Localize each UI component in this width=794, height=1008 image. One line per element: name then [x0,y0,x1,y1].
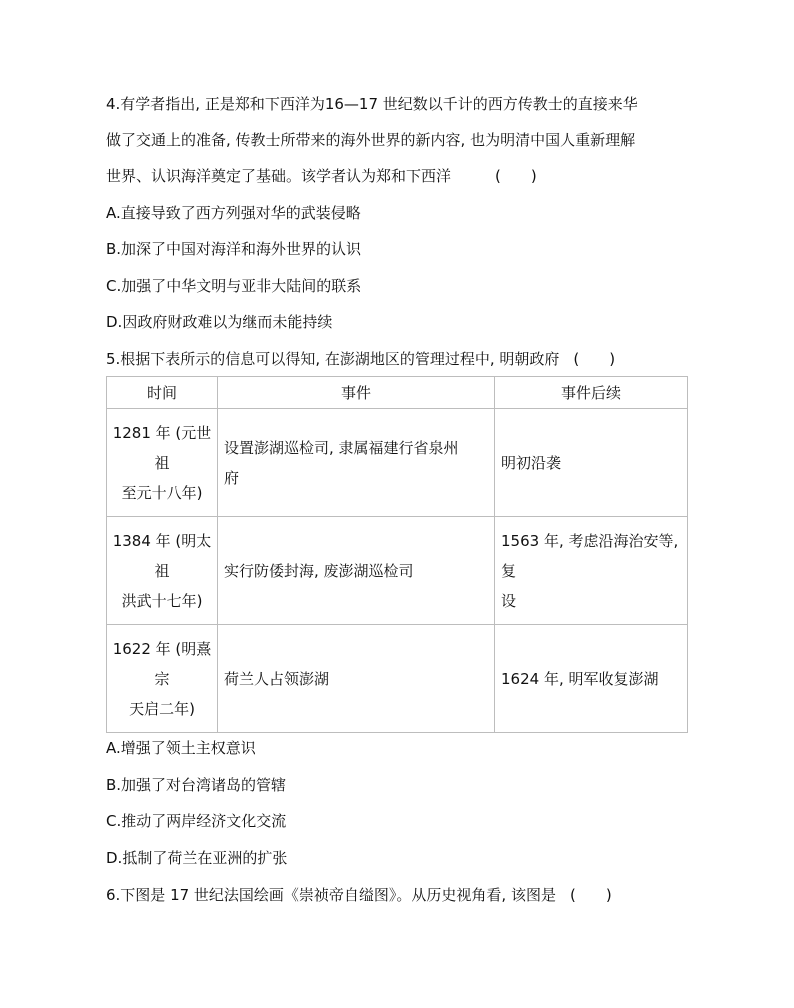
q4-stem-line-3 [106,166,537,186]
table-cell-follow [495,625,688,733]
time-line: 宗 [154,669,170,688]
follow-line: 1563 年, 考虑沿海治安等, 复 [501,531,679,580]
table-header-event: 事件 [218,377,495,409]
time-line: 1622 年 (明熹 [112,639,212,658]
q5-option-d: D.抵制了荷兰在亚洲的扩张 [106,849,288,867]
time-line: 洪武十七年) [121,591,203,610]
q5-answer-paren: ( ) [573,350,616,368]
table-cell-follow [495,409,688,517]
table-row [107,517,688,625]
table-cell-event [218,409,495,517]
q6-stem [106,885,612,905]
q4-stem-line-3-text: 世界、认识海洋奠定了基础。该学者认为郑和下西洋 [106,167,452,185]
q5-stem-text: 5.根据下表所示的信息可以得知, 在澎湖地区的管理过程中, 明朝政府 [106,350,560,368]
q4-stem-line-1: 4.有学者指出, 正是郑和下西洋为16—17 世纪数以千计的西方传教士的直接来华 [106,95,638,113]
table-cell-time [107,517,218,625]
time-line: 天启二年) [129,699,195,718]
time-line: 祖 [154,453,170,472]
q4-option-d: D.因政府财政难以为继而未能持续 [106,313,333,331]
q5-info-table [106,376,688,733]
table-cell-event [218,517,495,625]
q4-answer-paren: ( ) [495,167,537,185]
q5-option-c: C.推动了两岸经济文化交流 [106,812,287,830]
table-cell-time [107,625,218,733]
event-line: 实行防倭封海, 废澎湖巡检司 [224,561,414,580]
event-line: 荷兰人占领澎湖 [224,669,330,688]
table-header-row [107,377,688,409]
table-cell-event [218,625,495,733]
table-cell-time [107,409,218,517]
event-line: 府 [224,468,240,487]
follow-line: 1624 年, 明军收复澎湖 [501,669,659,688]
q4-stem-line-2: 做了交通上的准备, 传教士所带来的海外世界的新内容, 也为明清中国人重新理解 [106,131,636,149]
table-row [107,625,688,733]
table-row [107,409,688,517]
time-line: 祖 [154,561,170,580]
event-line: 设置澎湖巡检司, 隶属福建行省泉州 [224,438,459,457]
table-cell-follow [495,517,688,625]
time-line: 至元十八年) [121,483,203,502]
table-header-follow: 事件后续 [495,377,688,409]
table-header-time: 时间 [107,377,218,409]
q5-option-b: B.加强了对台湾诸岛的管辖 [106,776,287,794]
time-line: 1281 年 (元世 [112,423,212,442]
time-line: 1384 年 (明太 [112,531,212,550]
follow-line: 明初沿袭 [501,453,562,472]
follow-line: 设 [501,591,517,610]
q4-option-b: B.加深了中国对海洋和海外世界的认识 [106,240,362,258]
q5-option-a: A.增强了领土主权意识 [106,739,256,757]
q6-answer-paren: ( ) [569,886,612,904]
q4-option-c: C.加强了中华文明与亚非大陆间的联系 [106,277,362,295]
q6-stem-text: 6.下图是 17 世纪法国绘画《崇祯帝自缢图》。从历史视角看, 该图是 [106,886,556,904]
q4-option-a: A.直接导致了西方列强对华的武装侵略 [106,204,361,222]
q5-stem [106,349,615,369]
